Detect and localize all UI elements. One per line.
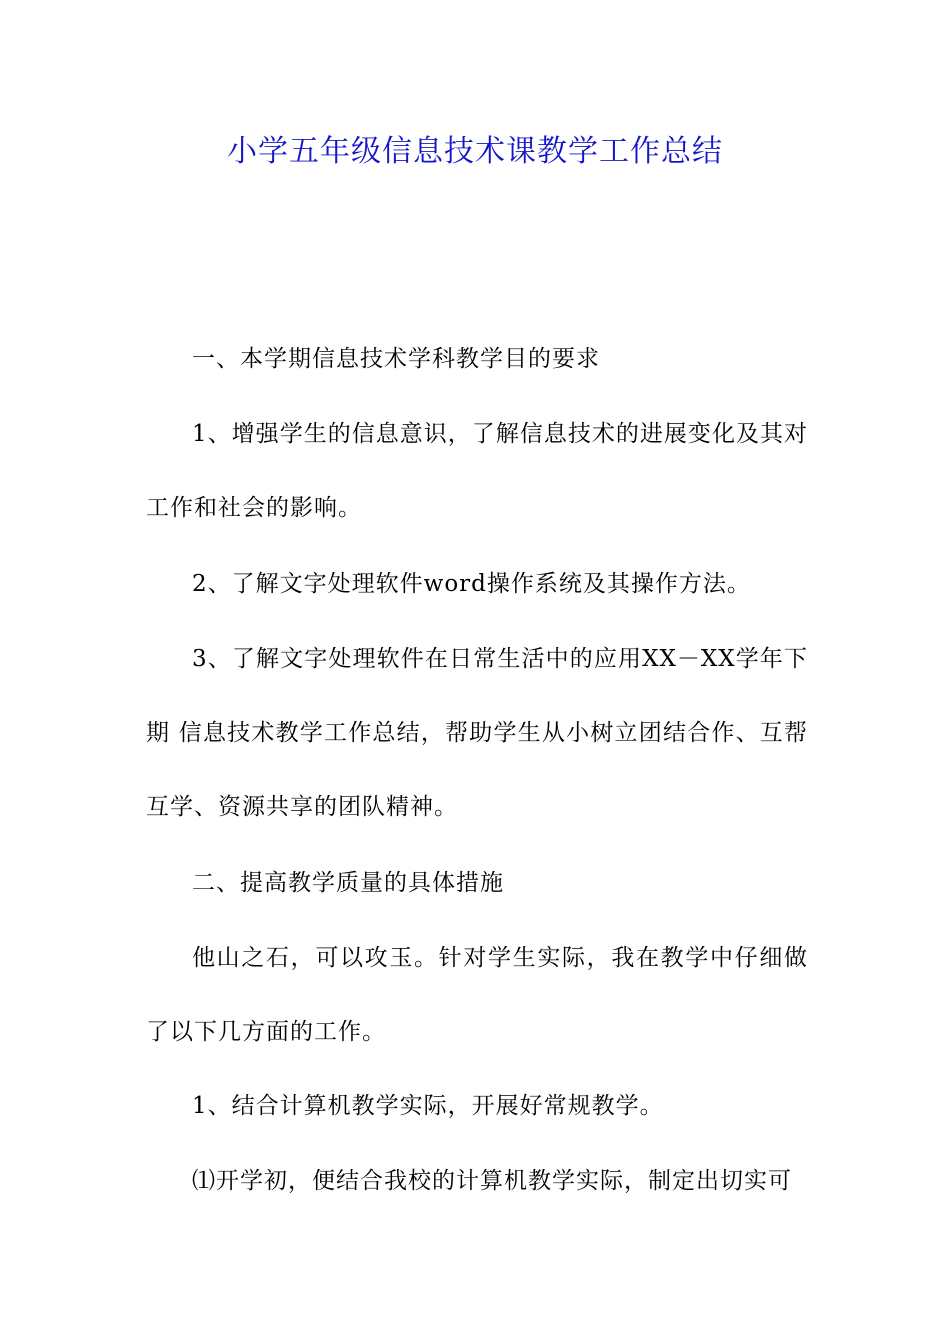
paragraph: 2、了解文字处理软件word操作系统及其操作方法。 [192, 571, 751, 597]
paragraph: 1、结合计算机教学实际，开展好常规教学。 [192, 1093, 664, 1119]
paragraph: 1、增强学生的信息意识，了解信息技术的进展变化及其对工作和社会的影响。 [146, 421, 808, 521]
paragraph: 3、了解文字处理软件在日常生活中的应用XX－XX学年下期 信息技术教学工作总结，帮助学生从小树立团结合作、互帮互学、资源共享的团队精神。 [146, 646, 808, 820]
section-heading: 一、本学期信息技术学科教学目的要求 [192, 346, 600, 372]
document-title: 小学五年级信息技术课教学工作总结 [227, 134, 723, 169]
paragraph: ⑴开学初，便结合我校的计算机教学实际，制定出切实可 [192, 1168, 792, 1194]
section-heading: 二、提高教学质量的具体措施 [192, 870, 504, 896]
paragraph: 他山之石，可以攻玉。针对学生实际，我在教学中仔细做了以下几方面的工作。 [146, 945, 808, 1045]
